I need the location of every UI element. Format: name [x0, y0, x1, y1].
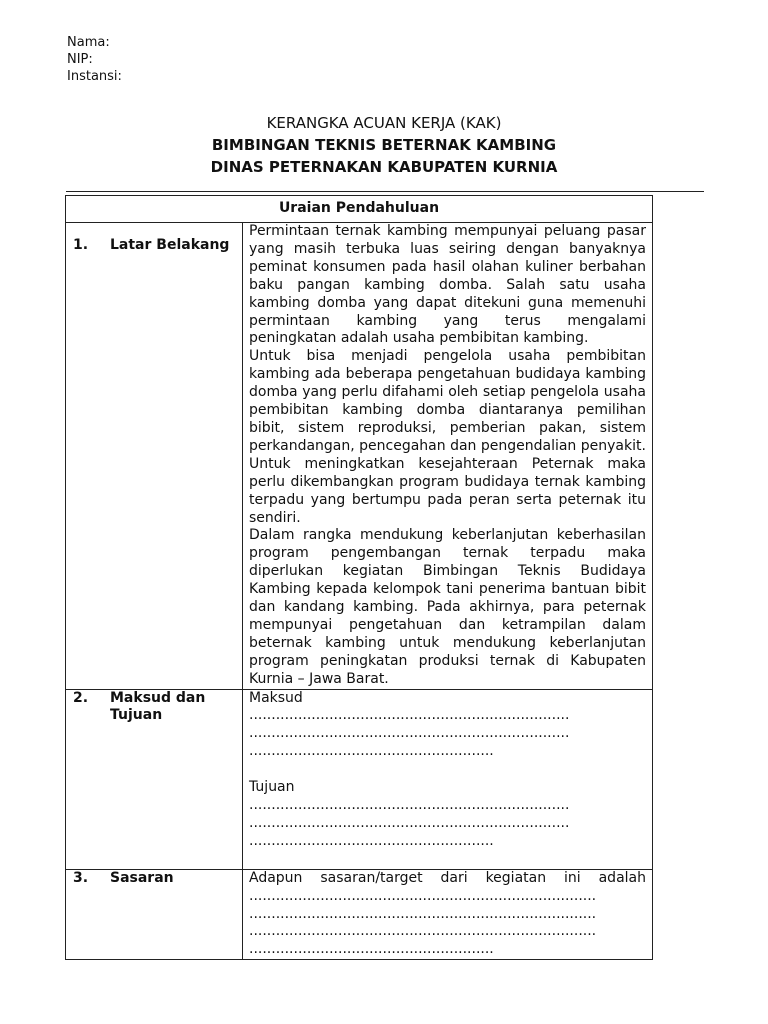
- nama-label: Nama:: [67, 35, 110, 50]
- fill-line: .......................................................: [249, 941, 494, 958]
- section-header: Uraian Pendahuluan: [66, 196, 653, 223]
- title-line-3: DINAS PETERNAKAN KABUPATEN KURNIA: [210, 158, 558, 176]
- title-divider: [66, 191, 704, 192]
- row-number: 2.: [73, 689, 89, 706]
- paragraph: Dalam rangka mendukung keberlanjutan keberhasilan program pengembangan ternak terpadu maka diperlukan kegiatan Bimbingan Teknis Budidaya Kambing kepada kelompok tani penerima bantuan bibit dan kandang kambing. Pada akhirnya, para peternak mempunyai pengetahuan dan ketrampilan dalam beternak kambing untuk mendukung keberlanjutan program peningkatan produksi ternak di Kabupaten Kurnia – Jawa Barat.: [249, 527, 646, 687]
- table-row-sasaran: [66, 869, 653, 960]
- fill-line: ..............................................................................: [249, 923, 597, 940]
- kak-table: [65, 195, 653, 960]
- fill-line: ........................................................................: [249, 814, 570, 831]
- table-row-latar-belakang: [66, 223, 653, 690]
- row-number: 3.: [73, 869, 89, 886]
- row-content-cell: [243, 869, 653, 960]
- title-line-1: KERANGKA ACUAN KERJA (KAK): [266, 114, 502, 132]
- sasaran-intro: Adapun sasaran/target dari kegiatan ini adalah: [249, 869, 646, 886]
- table-row-maksud-tujuan: [66, 689, 653, 869]
- row-label: Sasaran: [110, 869, 174, 886]
- document-title: [0, 112, 768, 178]
- row-number: 1.: [73, 237, 89, 253]
- row-label: Latar Belakang: [110, 237, 230, 253]
- fill-line: .......................................................: [249, 743, 494, 760]
- tujuan-label: Tujuan: [249, 779, 295, 796]
- row-label-cell: [66, 223, 243, 690]
- paragraph: Permintaan ternak kambing mempunyai peluang pasar yang masih terbuka luas seiring dengan banyaknya peminat konsumen pada hasil olahan kuliner berbahan baku pangan kambing domba. Salah satu usaha kambing domba yang dapat ditekuni guna memenuhi permintaan kambing yang terus mengalami peningkatan adalah usaha pembibitan kambing.: [249, 223, 646, 347]
- row-content-cell: [243, 689, 653, 869]
- identity-block: [67, 34, 122, 85]
- fill-line: ..............................................................................: [249, 905, 597, 922]
- paragraph: Untuk bisa menjadi pengelola usaha pembibitan kambing ada beberapa pengetahuan budidaya kambing domba yang perlu difahami oleh setiap pengelola usaha pembibitan kambing domba diantaranya pemilihan bibit, sistem reproduksi, pemberian pakan, sistem perkandangan, pencegahan dan pengendalian penyakit.: [249, 348, 646, 454]
- row-label-cell: [66, 869, 243, 960]
- fill-line: ........................................................................: [249, 796, 570, 813]
- fill-line: ..............................................................................: [249, 887, 597, 904]
- row-content-cell: [243, 223, 653, 690]
- row-label: Maksud dan Tujuan: [110, 689, 206, 724]
- fill-line: ........................................................................: [249, 707, 570, 724]
- title-line-2: BIMBINGAN TEKNIS BETERNAK KAMBING: [211, 136, 557, 154]
- instansi-label: Instansi:: [67, 69, 122, 84]
- fill-line: .......................................................: [249, 832, 494, 849]
- paragraph: Untuk meningkatkan kesejahteraan Peternak maka perlu dikembangkan program budidaya ternak kambing terpadu yang bertumpu pada peran serta peternak itu sendiri.: [249, 455, 646, 526]
- maksud-label: Maksud: [249, 689, 303, 706]
- nip-label: NIP:: [67, 52, 93, 67]
- fill-line: ........................................................................: [249, 725, 570, 742]
- row-label-cell: [66, 689, 243, 869]
